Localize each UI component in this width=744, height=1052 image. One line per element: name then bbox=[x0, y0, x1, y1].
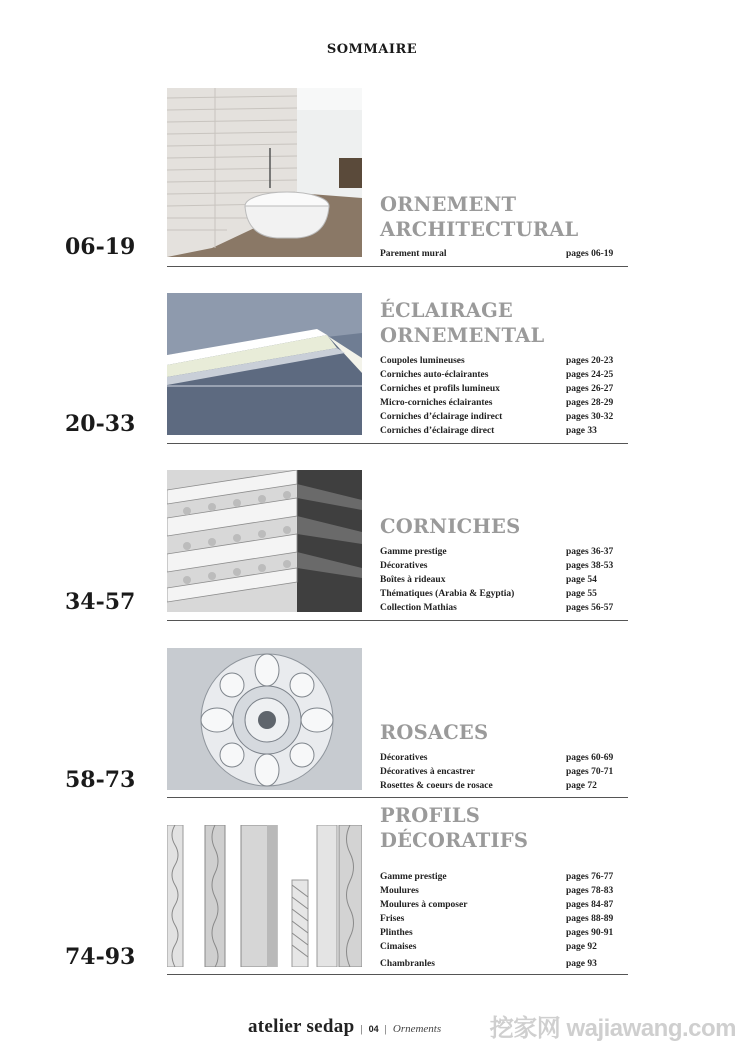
ornate-cornice-photo bbox=[167, 470, 362, 612]
list-item[interactable]: Chambranles page 93 bbox=[380, 959, 597, 969]
footer-category: Ornements bbox=[392, 1023, 442, 1035]
list-item[interactable]: Cimaises page 92 bbox=[380, 942, 597, 952]
page-range: 06-19 bbox=[65, 234, 136, 260]
list-item[interactable]: Collection Mathias pages 56-57 bbox=[380, 603, 614, 613]
list-item[interactable]: Plinthes pages 90-91 bbox=[380, 928, 614, 938]
list-item[interactable]: Coupoles lumineuses pages 20-23 bbox=[380, 356, 614, 366]
ceiling-rosette-photo bbox=[167, 648, 362, 790]
list-item[interactable]: Frises pages 88-89 bbox=[380, 914, 614, 924]
section-item-list bbox=[380, 545, 628, 615]
footer-separator: | bbox=[360, 1023, 363, 1035]
list-item[interactable]: Rosettes & coeurs de rosace page 72 bbox=[380, 781, 597, 791]
divider bbox=[167, 797, 628, 798]
page-range: 58-73 bbox=[65, 767, 136, 793]
list-item[interactable]: Moulures pages 78-83 bbox=[380, 886, 614, 896]
section-heading: CORNICHES bbox=[380, 515, 521, 538]
section-heading: ORNEMENT ARCHITECTURAL bbox=[380, 193, 579, 241]
section-heading: PROFILS DÉCORATIFS bbox=[380, 804, 529, 852]
page-footer bbox=[248, 1016, 441, 1038]
section-item-list bbox=[380, 870, 628, 971]
footer-separator: | bbox=[384, 1023, 387, 1035]
list-item[interactable]: Corniches d’éclairage indirect pages 30-32 bbox=[380, 412, 614, 422]
list-item[interactable]: Gamme prestige pages 36-37 bbox=[380, 547, 614, 557]
list-item[interactable]: Gamme prestige pages 76-77 bbox=[380, 872, 614, 882]
section-item-list bbox=[380, 751, 628, 793]
section-item-list bbox=[380, 354, 628, 438]
list-item[interactable]: Décoratives pages 38-53 bbox=[380, 561, 614, 571]
list-item[interactable]: Corniches et profils lumineux pages 26-27 bbox=[380, 384, 614, 394]
page-title: SOMMAIRE bbox=[326, 42, 418, 57]
page-range: 74-93 bbox=[65, 944, 136, 970]
section-item-list bbox=[380, 247, 628, 261]
divider bbox=[167, 443, 628, 444]
list-item[interactable]: Décoratives à encastrer pages 70-71 bbox=[380, 767, 614, 777]
divider bbox=[167, 620, 628, 621]
page-range: 20-33 bbox=[65, 411, 136, 437]
list-item[interactable]: Boîtes à rideaux page 54 bbox=[380, 575, 597, 585]
list-item[interactable]: Corniches auto-éclairantes pages 24-25 bbox=[380, 370, 614, 380]
list-item[interactable]: Décoratives pages 60-69 bbox=[380, 753, 614, 763]
brand-name: atelier sedap bbox=[248, 1016, 355, 1037]
watermark: 挖家网 wajiawang.com bbox=[489, 1015, 736, 1042]
section-heading: ROSACES bbox=[380, 721, 489, 744]
list-item[interactable]: Corniches d’éclairage direct page 33 bbox=[380, 426, 597, 436]
bathroom-wall-cladding-photo bbox=[167, 88, 362, 257]
list-item[interactable]: Micro-corniches éclairantes pages 28-29 bbox=[380, 398, 614, 408]
list-item[interactable]: Thématiques (Arabia & Egyptia) page 55 bbox=[380, 589, 597, 599]
list-item[interactable]: Parement mural pages 06-19 bbox=[380, 249, 614, 259]
page-number: 04 bbox=[368, 1024, 379, 1034]
divider bbox=[167, 974, 628, 975]
list-item[interactable]: Moulures à composer pages 84-87 bbox=[380, 900, 614, 910]
page-range: 34-57 bbox=[65, 589, 136, 615]
decorative-profiles-photo bbox=[167, 825, 362, 967]
divider bbox=[167, 266, 628, 267]
lit-cornice-photo bbox=[167, 293, 362, 435]
section-heading: ÉCLAIRAGE ORNEMENTAL bbox=[380, 299, 545, 347]
